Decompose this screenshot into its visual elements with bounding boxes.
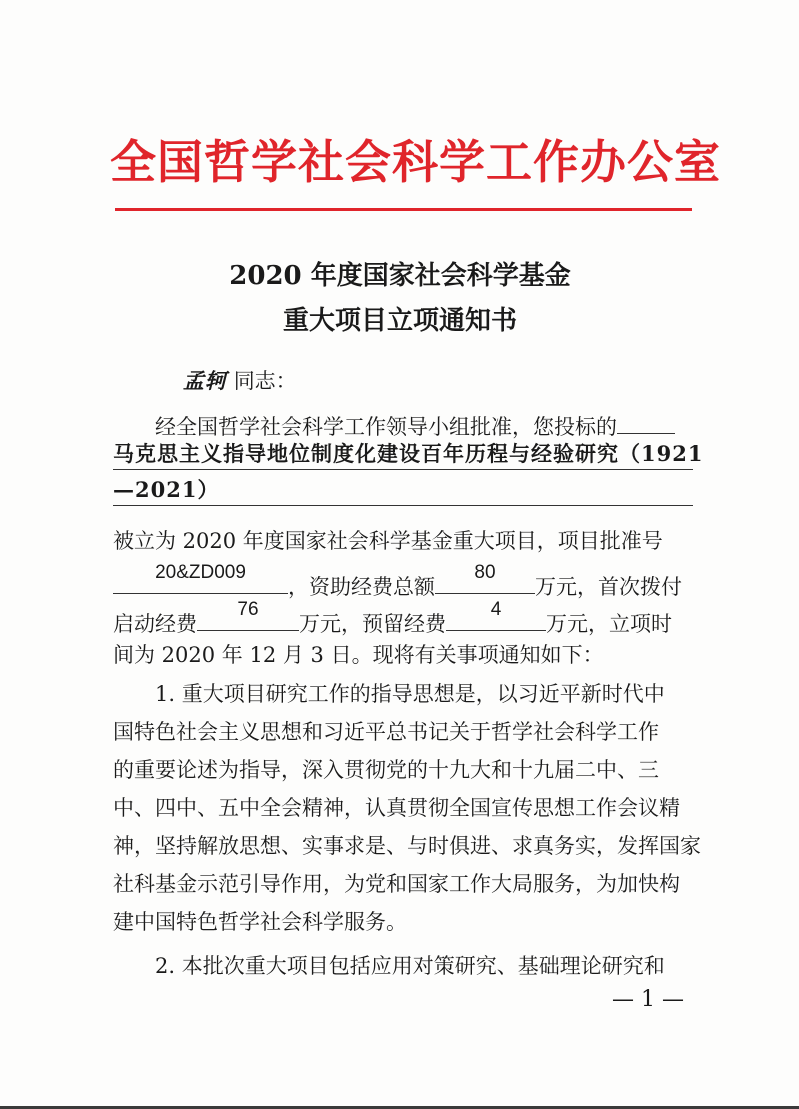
project-number-field <box>113 562 288 594</box>
approved-line: 被立为 2020 年度国家社会科学基金重大项目，项目批准号 <box>113 529 663 553</box>
startup-amount: 76 <box>237 599 259 620</box>
startup-amount-field <box>197 599 299 631</box>
office-name-header: 全国哲学社会科学工作办公室 <box>110 135 721 189</box>
para1-line-4: 中、四中、五中全会精神，认真贯彻全国宣传思想工作会议精 <box>113 796 680 820</box>
para1-line-6: 社科基金示范引导作用，为党和国家工作大局服务，为加快构 <box>113 872 680 896</box>
para1-line-7: 建中国特色哲学社会科学服务。 <box>113 910 407 934</box>
funding-unit-first: 万元，首次拨付 <box>535 575 682 599</box>
salutation-suffix: 同志： <box>233 369 297 393</box>
intro-line <box>155 407 695 441</box>
para1-line-5: 神，坚持解放思想、实事求是、与时俱进、求真务实，发挥国家 <box>113 834 701 858</box>
intro-blank <box>617 407 675 434</box>
reserve-amount: 4 <box>490 599 502 620</box>
funding-total: 80 <box>474 562 496 583</box>
recipient-name: 孟轲 <box>183 368 227 393</box>
page-number: — 1 — <box>612 987 684 1012</box>
project-title-line2: —2021） <box>113 477 220 502</box>
intro-text: 经全国哲学社会科学工作领导小组批准，您投标的 <box>155 415 617 439</box>
red-divider-rule <box>115 208 692 211</box>
project-number: 20&ZD009 <box>155 562 246 583</box>
document-title-line2: 重大项目立项通知书 <box>282 306 517 336</box>
startup-reserve-line <box>113 599 693 638</box>
funding-total-field <box>435 562 535 594</box>
startup-label: 启动经费 <box>113 612 197 636</box>
project-title-underline2 <box>113 505 693 506</box>
document-title-line1: 2020 年度国家社会科学基金 <box>229 261 571 291</box>
para2-line-1: 2. 本批次重大项目包括应用对策研究、基础理论研究和 <box>155 954 665 978</box>
date-line: 间为 2020 年 12 月 3 日。现将有关事项通知如下： <box>113 643 604 667</box>
funding-label: ，资助经费总额 <box>288 575 435 599</box>
salutation <box>183 367 763 395</box>
reserve-label: 万元，预留经费 <box>299 612 446 636</box>
reserve-unit: 万元，立项时 <box>546 612 672 636</box>
para1-line-3: 的重要论述为指导，深入贯彻党的十九大和十九届二中、三 <box>113 758 659 782</box>
reserve-amount-field <box>446 599 546 631</box>
project-title-underline1 <box>113 469 693 470</box>
project-title-line1: 马克思主义指导地位制度化建设百年历程与经验研究（1921 <box>113 441 704 466</box>
para1-line-2: 国特色社会主义思想和习近平总书记关于哲学社会科学工作 <box>113 720 659 744</box>
para1-line-1: 1. 重大项目研究工作的指导思想是，以习近平新时代中 <box>155 682 665 706</box>
